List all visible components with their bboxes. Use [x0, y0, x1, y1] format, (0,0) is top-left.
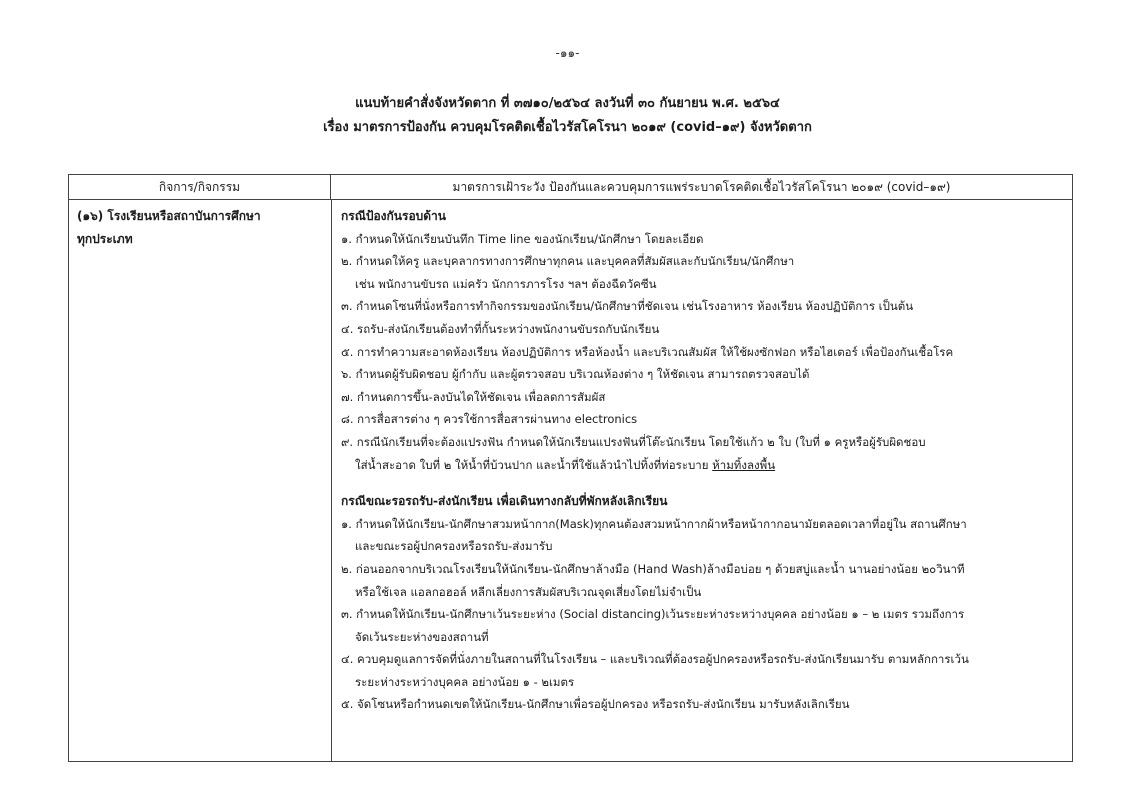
- column-header-activity: กิจการ/กิจกรรม: [69, 175, 331, 199]
- underlined-warning: ห้ามทิ้งลงพื้น: [712, 457, 776, 472]
- list-item: ๒. ก่อนออกจากบริเวณโรงเรียนให้นักเรียน-นักศึกษาล้างมือ (Hand Wash)ล้างมือบ่อย ๆ ด้วยสบู่และน้ำ นานอย่างน้อย ๒๐วินาที: [341, 561, 965, 576]
- section-spacer: [341, 476, 1066, 490]
- measures-table: [68, 174, 1073, 762]
- list-item-continuation: และขณะรอผู้ปกครองหรือรถรับ-ส่งมารับ: [355, 539, 553, 554]
- activity-name: (๑๖) โรงเรียนหรือสถาบันการศึกษา: [77, 209, 261, 223]
- document-title: แนบท้ายคำสั่งจังหวัดตาก ที่ ๓๗๑๐/๒๕๖๔ ลงวันที่ ๓๐ กันยายน พ.ศ. ๒๕๖๔: [355, 96, 780, 111]
- list-item: ๔. รถรับ-ส่งนักเรียนต้องทำที่กั้นระหว่างพนักงานขับรถกับนักเรียน: [341, 321, 660, 336]
- list-item: ๖. กำหนดผู้รับผิดชอบ ผู้กำกับ และผู้ตรวจสอบ บริเวณห้องต่าง ๆ ให้ชัดเจน สามารถตรวจสอบได้: [341, 367, 810, 382]
- column-header-measures: มาตรการเฝ้าระวัง ป้องกันและควบคุมการแพร่ระบาดโรคติดเชื้อไวรัสโคโรนา ๒๐๑๙ (covid–๑๙): [452, 180, 951, 194]
- page-number: -๑๑-: [555, 46, 580, 60]
- list-item-continuation: [341, 454, 1066, 477]
- list-item: ๘. การสื่อสารต่าง ๆ ควรใช้การสื่อสารผ่านทาง electronics: [341, 412, 638, 427]
- measures-cell: [341, 205, 1066, 716]
- list-item-continuation: หรือใช้เจล แอลกอฮอล์ หลีกเลี่ยงการสัมผัสบริเวณจุดเสี่ยงโดยไม่จำเป็น: [355, 584, 702, 599]
- list-item-continuation: จัดเว้นระยะห่างของสถานที่: [355, 629, 489, 644]
- section-title-all-round-prevention: กรณีป้องกันรอบด้าน: [341, 209, 446, 223]
- list-item: ๗. กำหนดการขึ้น-ลงบันไดให้ชัดเจน เพื่อลดการสัมผัส: [341, 389, 606, 404]
- item9-continuation-text: ใส่น้ำสะอาด ใบที่ ๒ ให้น้ำที่บ้วนปาก และน้ำที่ใช้แล้วนำไปทิ้งที่ท่อระบาย: [355, 457, 713, 472]
- list-item: ๒. กำหนดให้ครู และบุคลากรทางการศึกษาทุกคน และบุคคลที่สัมผัสและกับนักเรียน/นักศึกษา: [341, 254, 795, 269]
- list-item: ๓. กำหนดโซนที่นั่งหรือการทำกิจกรรมของนักเรียน/นักศึกษาที่ชัดเจน เช่นโรงอาหาร ห้องเรียน ห้องปฏิบัติการ เป็นต้น: [341, 299, 914, 314]
- list-item: ๓. กำหนดให้นักเรียน-นักศึกษาเว้นระยะห่าง (Social distancing)เว้นระยะห่างระหว่างบุคคล อย่างน้อย ๑ – ๒ เมตร รวมถึงการ: [341, 607, 965, 622]
- list-item: ๙. กรณีนักเรียนที่จะต้องแปรงฟัน กำหนดให้นักเรียนแปรงฟันที่โต๊ะนักเรียน โดยใช้แก้ว ๒ ใบ (ใบที่ ๑ ครูหรือผู้รับผิดชอบ: [341, 434, 926, 449]
- table-header-row: [69, 175, 1072, 200]
- list-item-continuation: ระยะห่างระหว่างบุคคล อย่างน้อย ๑ - ๒เมตร: [355, 674, 575, 689]
- list-item-continuation: เช่น พนักงานขับรถ แม่ครัว นักการภารโรง ฯลฯ ต้องฉีดวัคซีน: [355, 276, 657, 291]
- column-divider: [331, 199, 332, 761]
- activity-cell: [77, 205, 327, 251]
- document-subject: เรื่อง มาตรการป้องกัน ควบคุมโรคติดเชื้อไวรัสโคโรนา ๒๐๑๙ (covid–๑๙) จังหวัดตาก: [323, 120, 812, 135]
- list-item: ๑. กำหนดให้นักเรียนบันทึก Time line ของนักเรียน/นักศึกษา โดยละเอียด: [341, 231, 704, 246]
- activity-scope: ทุกประเภท: [77, 232, 133, 246]
- list-item: ๔. ควบคุมดูแลการจัดที่นั่งภายในสถานที่ในโรงเรียน – และบริเวณที่ต้องรอผู้ปกครองหรือรถรับ-ส่งนักเรียนมารับ ตามหลักการเว้น: [341, 652, 969, 667]
- list-item: ๑. กำหนดให้นักเรียน-นักศึกษาสวมหน้ากาก(Mask)ทุกคนต้องสวมหน้ากากผ้าหรือหน้ากากอนามัยตลอดเวลาที่อยู่ใน สถานศึกษา: [341, 516, 967, 531]
- list-item: ๕. การทำความสะอาดห้องเรียน ห้องปฏิบัติการ หรือห้องน้ำ และบริเวณสัมผัส ให้ใช้ผงซักฟอก หรือไฮเตอร์ เพื่อป้องกันเชื้อโรค: [341, 344, 954, 359]
- list-item: ๕. จัดโซนหรือกำหนดเขตให้นักเรียน-นักศึกษาเพื่อรอผู้ปกครอง หรือรถรับ-ส่งนักเรียน มารับหลังเลิกเรียน: [341, 697, 850, 712]
- section-title-waiting-for-transport: กรณีขณะรอรถรับ-ส่งนักเรียน เพื่อเดินทางกลับที่พักหลังเลิกเรียน: [341, 494, 668, 509]
